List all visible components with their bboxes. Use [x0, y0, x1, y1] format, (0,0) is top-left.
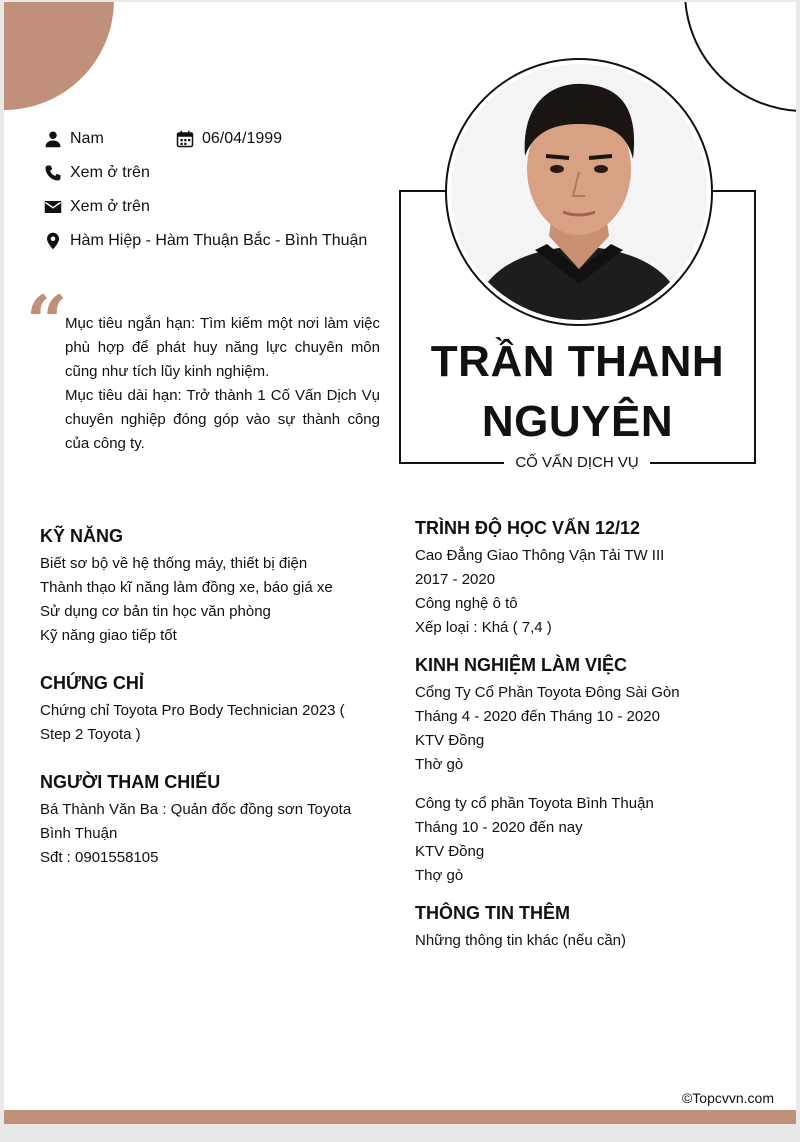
certificate-line: Step 2 Toyota )	[40, 726, 141, 743]
career-objective	[65, 312, 380, 456]
long-term-objective: Mục tiêu dài hạn: Trở thành 1 Cố Vấn Dịch Vụ chuyên nghiệp đóng góp vào sự thành công của công ty.	[65, 387, 380, 452]
phone-row	[44, 164, 150, 182]
envelope-icon	[44, 198, 62, 216]
skills-title: KỸ NĂNG	[40, 526, 124, 546]
reference-phone: Sđt : 0901558105	[40, 849, 159, 866]
education-major: Công nghệ ô tô	[415, 595, 518, 612]
education-school: Cao Đẳng Giao Thông Vận Tải TW III	[415, 547, 665, 564]
job-desc: Thờ gò	[415, 756, 464, 773]
quote-icon: “	[26, 279, 68, 364]
email-row	[44, 198, 150, 216]
list-item: Kỹ năng giao tiếp tốt	[40, 627, 177, 644]
education-details	[415, 544, 664, 640]
calendar-icon	[176, 130, 194, 148]
name-line-2: NGUYÊN	[481, 397, 674, 446]
bottom-accent-bar	[4, 1110, 796, 1124]
gender-row	[44, 130, 104, 148]
certificate-line: Chứng chỉ Toyota Pro Body Technician 2023 (	[40, 702, 345, 719]
skills-list	[40, 552, 333, 648]
job-period: Tháng 10 - 2020 đến nay	[415, 819, 583, 836]
job-title: CỐ VẤN DỊCH VỤ	[504, 452, 650, 474]
experience-job-1	[415, 681, 680, 777]
references-title: NGƯỜI THAM CHIẾU	[40, 772, 221, 792]
list-item: Biết sơ bộ về hệ thống máy, thiết bị điện	[40, 555, 308, 572]
name-line-1: TRẦN THANH	[430, 337, 725, 386]
job-desc: Thợ gò	[415, 867, 464, 884]
references-text	[40, 798, 351, 870]
education-grade: Xếp loại : Khá ( 7,4 )	[415, 619, 552, 636]
reference-line: Bá Thành Văn Ba : Quản đốc đồng sơn Toyota	[40, 801, 352, 818]
person-icon	[44, 130, 62, 148]
reference-line: Bình Thuận	[40, 825, 118, 842]
full-name	[399, 332, 756, 452]
education-period: 2017 - 2020	[415, 571, 496, 588]
birthdate-row	[176, 130, 282, 148]
short-term-objective: Mục tiêu ngắn hạn: Tìm kiếm một nơi làm việc phù hợp để phát huy năng lực chuyên môn cũng như tích lũy kinh nghiệm.	[65, 315, 380, 380]
address-text: Hàm Hiệp - Hàm Thuận Bắc - Bình Thuận	[70, 232, 368, 249]
education-title: TRÌNH ĐỘ HỌC VẤN 12/12	[415, 518, 641, 538]
avatar	[445, 58, 713, 326]
location-pin-icon	[44, 232, 62, 250]
address-row	[44, 232, 367, 250]
experience-job-2	[415, 792, 654, 888]
additional-info-text: Những thông tin khác (nếu cần)	[415, 932, 627, 949]
experience-title: KINH NGHIỆM LÀM VIỆC	[415, 655, 628, 675]
job-role: KTV Đồng	[415, 732, 485, 749]
job-company: Công ty cổ phần Toyota Bình Thuận	[415, 795, 654, 812]
job-period: Tháng 4 - 2020 đến Tháng 10 - 2020	[415, 708, 660, 725]
copyright-text: ©Topcvvn.com	[681, 1090, 774, 1106]
decorative-ring	[684, 2, 796, 112]
additional-info-title: THÔNG TIN THÊM	[415, 903, 570, 923]
phone-text: Xem ở trên	[70, 164, 150, 181]
email-text: Xem ở trên	[70, 198, 150, 215]
gender-text: Nam	[70, 130, 104, 147]
decorative-quarter-circle	[4, 2, 114, 110]
certificates-title: CHỨNG CHỈ	[40, 673, 144, 693]
list-item: Sử dụng cơ bản tin học văn phòng	[40, 603, 271, 620]
birthdate-text: 06/04/1999	[202, 130, 283, 147]
profile-photo	[451, 64, 707, 320]
job-company: Cổng Ty Cổ Phần Toyota Đông Sài Gòn	[415, 684, 680, 701]
job-role: KTV Đồng	[415, 843, 485, 860]
certificates-text	[40, 699, 345, 747]
list-item: Thành thạo kĩ năng làm đồng xe, báo giá xe	[40, 579, 333, 596]
cv-page	[4, 2, 796, 1124]
phone-icon	[44, 164, 62, 182]
